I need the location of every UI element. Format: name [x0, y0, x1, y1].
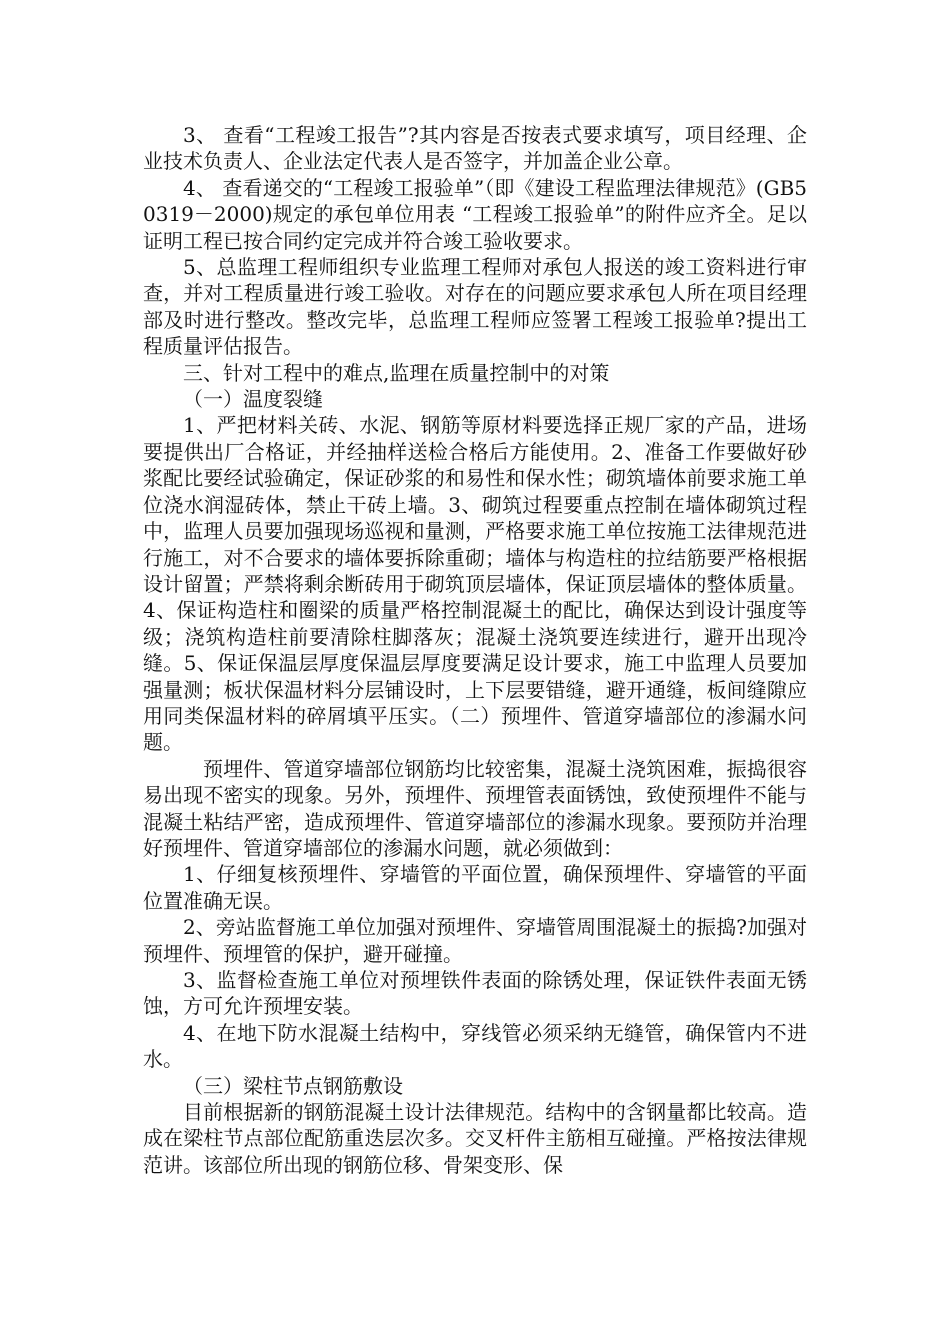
subheading-beam-column-joint: （三）梁柱节点钢筋敷设 — [183, 1073, 403, 1098]
paragraph-embedded-item-1: 1、仔细复核预埋件、穿墙管的平面位置，确保预埋件、穿墙管的平面位置准确无误。 — [143, 862, 807, 913]
paragraph-embedded-parts-intro: 预埋件、管道穿墙部位钢筋均比较密集，混凝土浇筑困难，振捣很容易出现不密实的现象。另外，预埋件、预埋管表面锈蚀，致使预埋件不能与混凝土粘结严密，造成预埋件、管道穿墙部位的渗漏水现象。要预防并治理好预埋件、管道穿墙部位的渗漏水问题，就必须做到： — [143, 756, 807, 860]
paragraph-embedded-item-3: 3、监督检查施工单位对预埋铁件表面的除锈处理，保证铁件表面无锈蚀，方可允许预埋安装。 — [143, 968, 807, 1019]
paragraph-embedded-item-2: 2、旁站监督施工单位加强对预埋件、穿墙管周围混凝土的振捣?加强对预埋件、预埋管的保护，避开碰撞。 — [143, 915, 807, 966]
subheading-temperature-cracks: （一）温度裂缝 — [183, 387, 323, 412]
section-heading-difficulties: 三、针对工程中的难点,监理在质量控制中的对策 — [183, 360, 610, 385]
paragraph-temperature-cracks-measures: 1、严把材料关砖、水泥、钢筋等原材料要选择正规厂家的产品，进场要提供出厂合格证，并经抽样送检合格后方能使用。2、准备工作要做好砂浆配比要经试验确定，保证砂浆的和易性和保水性；砌筑墙体前要求施工单位浇水润湿砖体，禁止干砖上墙。3、砌筑过程要重点控制在墙体砌筑过程中，监理人员要加强现场巡视和量测，严格要求施工单位按施工法律规范进行施工，对不合要求的墙体要拆除重砌；墙体与构造柱的拉结筋要严格根据设计留置；严禁将剩余断砖用于砌筑顶层墙体，保证顶层墙体的整体质量。4、保证构造柱和圈梁的质量严格控制混凝土的配比，确保达到设计强度等级；浇筑构造柱前要清除柱脚落灰；混凝土浇筑要连续进行，避开出现冷缝。5、保证保温层厚度保温层厚度要满足设计要求，施工中监理人员要加强量测；板状保温材料分层铺设时，上下层要错缝，避开通缝，板间缝隙应用同类保温材料的碎屑填平压实。（二）预埋件、管道穿墙部位的渗漏水问题。 — [143, 413, 807, 755]
paragraph-beam-column-joint: 目前根据新的钢筋混凝土设计法律规范。结构中的含钢量都比较高。造成在梁柱节点部位配筋重迭层次多。交叉杆件主筋相互碰撞。严格按法律规范讲。该部位所出现的钢筋位移、骨架变形、保 — [143, 1100, 807, 1177]
document-body — [143, 122, 807, 1178]
paragraph-chief-engineer-review: 5、总监理工程师组织专业监理工程师对承包人报送的竣工资料进行审查，并对工程质量进行竣工验收。对存在的问题应要求承包人所在项目经理部及时进行整改。整改完毕，总监理工程师应签署工程竣工报验单?提出工程质量评估报告。 — [143, 255, 807, 359]
paragraph-embedded-item-4: 4、在地下防水混凝土结构中，穿线管必须采纳无缝管，确保管内不进水。 — [143, 1020, 807, 1072]
paragraph-completion-report: 3、 查看“工程竣工报告”?其内容是否按表式要求填写，项目经理、企业技术负责人、企业法定代表人是否签字，并加盖企业公章。 — [143, 123, 807, 174]
paragraph-completion-inspection-form: 4、 查看递交的“工程竣工报验单”（即《建设工程监理法律规范》(GB50319－2000)规定的承包单位用表 “工程竣工报验单”的附件应齐全。足以证明工程已按合同约定完成并符合竣工验收要求。 — [143, 175, 807, 253]
